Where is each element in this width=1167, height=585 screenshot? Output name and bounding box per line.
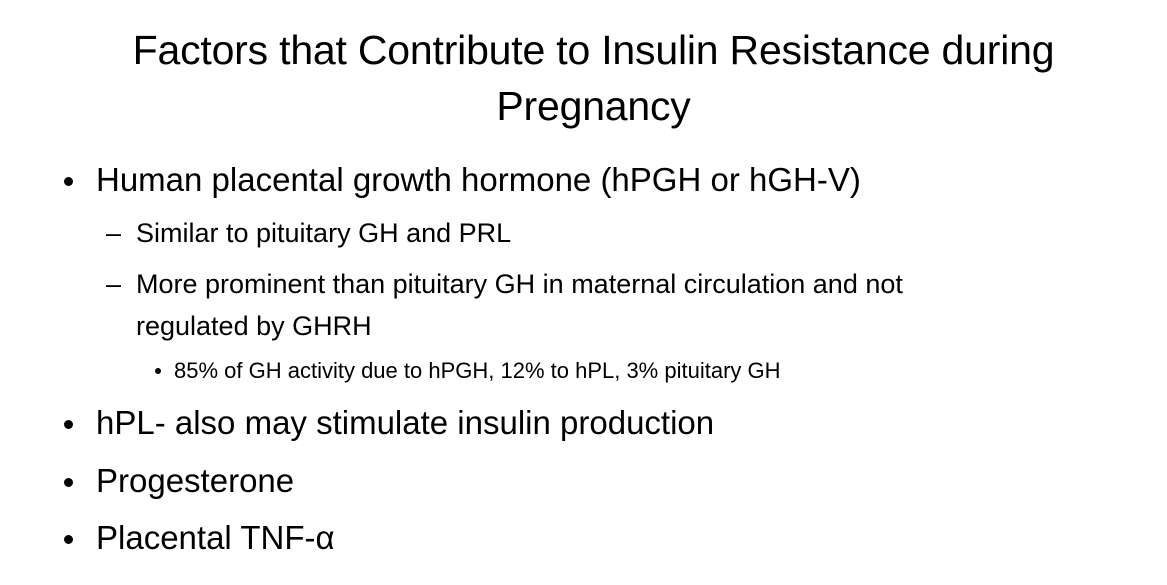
sub-bullet-prominent-line1: More prominent than pituitary GH in maternal circulation and not: [136, 269, 903, 299]
bullet-hpgh: Human placental growth hormone (hPGH or hGH-V): [96, 161, 861, 198]
sub-bullet-similar: Similar to pituitary GH and PRL: [136, 218, 512, 248]
slide-title: Factors that Contribute to Insulin Resistance during Pregnancy: [132, 27, 1055, 129]
sub-bullet-prominent-line2: regulated by GHRH: [136, 311, 372, 341]
bullet-dot-icon: [64, 535, 73, 544]
dash-icon: –: [106, 269, 122, 299]
bullet-hpl: hPL- also may stimulate insulin production: [96, 404, 715, 441]
bullet-dot-icon: [64, 420, 73, 429]
bullet-dot-icon: [155, 368, 161, 374]
bullet-dot-icon: [64, 177, 73, 186]
bullet-progesterone: Progesterone: [96, 462, 295, 499]
bullet-tnf: Placental TNF-α: [96, 519, 335, 556]
sub-sub-bullet-activity: 85% of GH activity due to hPGH, 12% to hPL, 3% pituitary GH: [174, 358, 781, 383]
dash-icon: –: [106, 218, 122, 248]
bullet-dot-icon: [64, 478, 73, 487]
